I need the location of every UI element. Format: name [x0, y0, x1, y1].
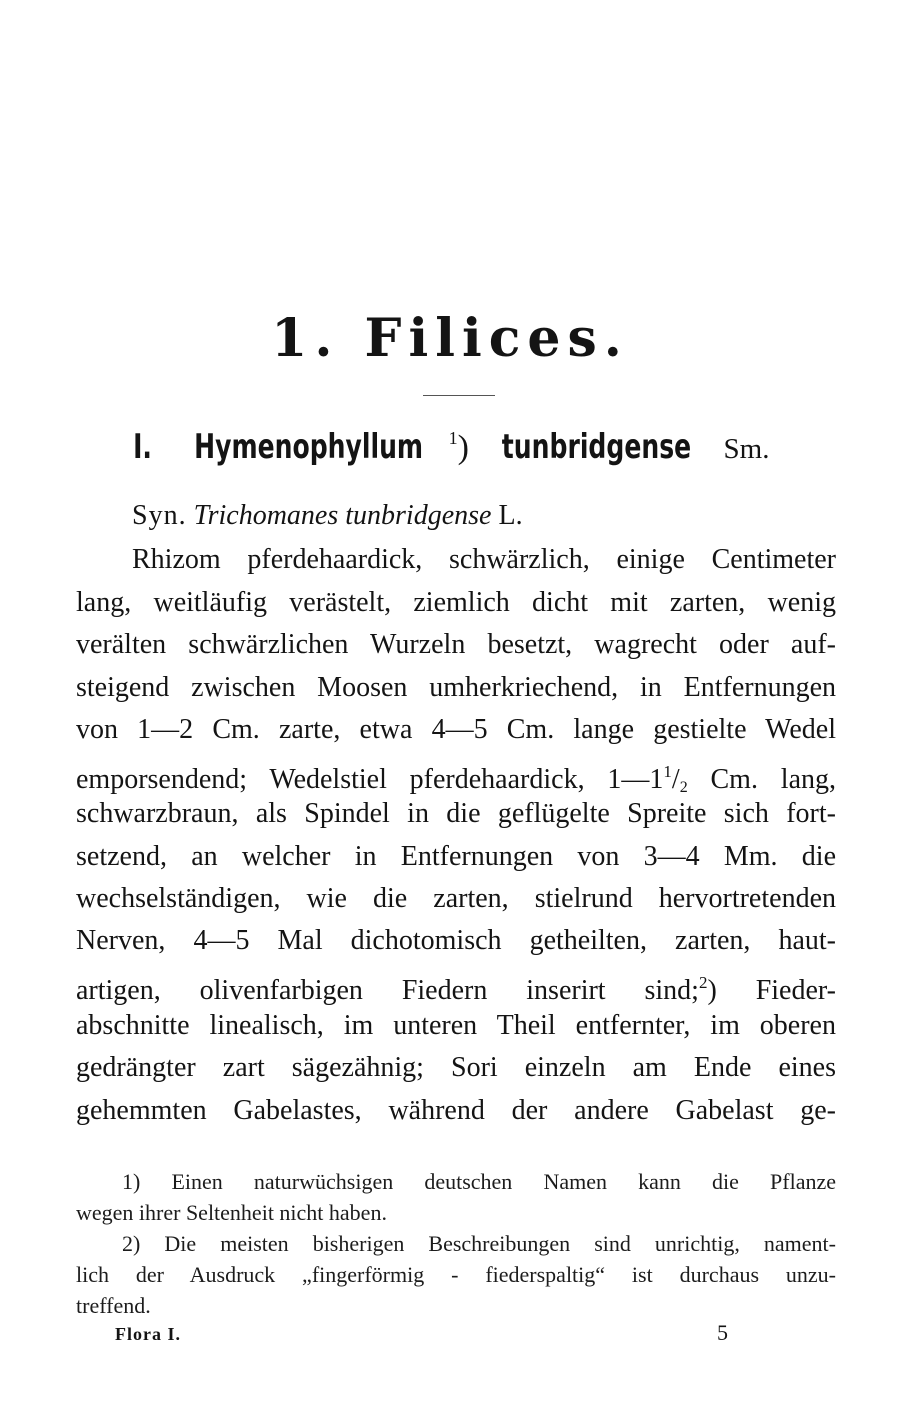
body-line-rest: Fieder-: [716, 975, 837, 1006]
body-line: Nerven, 4—5 Mal dichotomisch getheilten, zarten, haut-: [76, 925, 836, 956]
footnote-2-cont: lich der Ausdruck „fingerförmig - fiederspaltig“ ist durchaus unzu-: [76, 1262, 836, 1287]
body-line: steigend zwischen Moosen umherkriechend, in Entfernungen: [76, 672, 836, 703]
synonym-label: Syn.: [132, 500, 187, 531]
synonym-line: [132, 500, 523, 532]
body-line: [76, 963, 837, 1006]
footnote-2-end: treffend.: [76, 1293, 151, 1318]
body-line-text: artigen, olivenfarbigen Fiedern inserirt sind;: [76, 975, 699, 1006]
body-line: Rhizom pferdehaardick, schwärzlich, einige Centimeter: [132, 544, 836, 575]
species-genus: Hymenophyllum: [194, 427, 424, 467]
body-line: gehemmten Gabelastes, während der andere Gabelast ge-: [76, 1095, 836, 1126]
body-line: gedrängter zart sägezähnig; Sori einzeln am Ende eines: [76, 1052, 836, 1083]
fraction-numerator: 1: [663, 762, 672, 781]
footnote-ref-1: 1: [448, 428, 458, 448]
synonym-name: Trichomanes tunbridgense: [193, 500, 492, 531]
body-line: abschnitte linealisch, im unteren Theil entfernter, im oberen: [76, 1010, 836, 1041]
body-line: von 1—2 Cm. zarte, etwa 4—5 Cm. lange gestielte Wedel: [76, 714, 836, 745]
body-line-text: emporsendend; Wedelstiel pferdehaardick, 1—1: [76, 764, 664, 795]
body-line-rest: Cm. lang,: [687, 764, 836, 795]
footnote-1: 1) Einen naturwüchsigen deutschen Namen kann die Pflanze: [122, 1169, 836, 1194]
body-line: setzend, an welcher in Entfernungen von 3—4 Mm. die: [76, 841, 836, 872]
chapter-name: Filices.: [364, 308, 629, 369]
footnote-2: 2) Die meisten bisherigen Beschreibungen sind unrichtig, nament-: [122, 1231, 836, 1256]
body-line: schwarzbraun, als Spindel in die geflügelte Spreite sich fort-: [76, 798, 836, 829]
fraction-slash: /: [671, 764, 680, 795]
footnote-1-cont: wegen ihrer Seltenheit nicht haben.: [76, 1200, 387, 1225]
species-heading: [0, 427, 900, 467]
page-number: 5: [717, 1320, 728, 1345]
body-line: [76, 752, 836, 796]
chapter-number: 1.: [271, 308, 340, 369]
species-number: I.: [132, 427, 152, 467]
species-epithet: tunbridgense: [501, 427, 691, 467]
body-line: lang, weitläufig verästelt, ziemlich dicht mit zarten, wenig: [76, 587, 836, 618]
footnote-ref-1-paren: ): [457, 429, 469, 466]
title-divider: [423, 395, 495, 396]
printer-signature: Flora I.: [115, 1324, 181, 1344]
footnote-ref-2: 2: [698, 973, 708, 992]
synonym-author: L.: [498, 500, 523, 531]
body-line: wechselständigen, wie die zarten, stielrund hervortretenden: [76, 883, 836, 914]
body-line: verälten schwärzlichen Wurzeln besetzt, wagrecht oder auf-: [76, 629, 836, 660]
chapter-title: [0, 308, 900, 369]
footnote-ref-2-paren: ): [707, 975, 717, 1006]
species-author: Sm.: [723, 433, 770, 465]
fraction-denominator: 2: [679, 779, 688, 796]
